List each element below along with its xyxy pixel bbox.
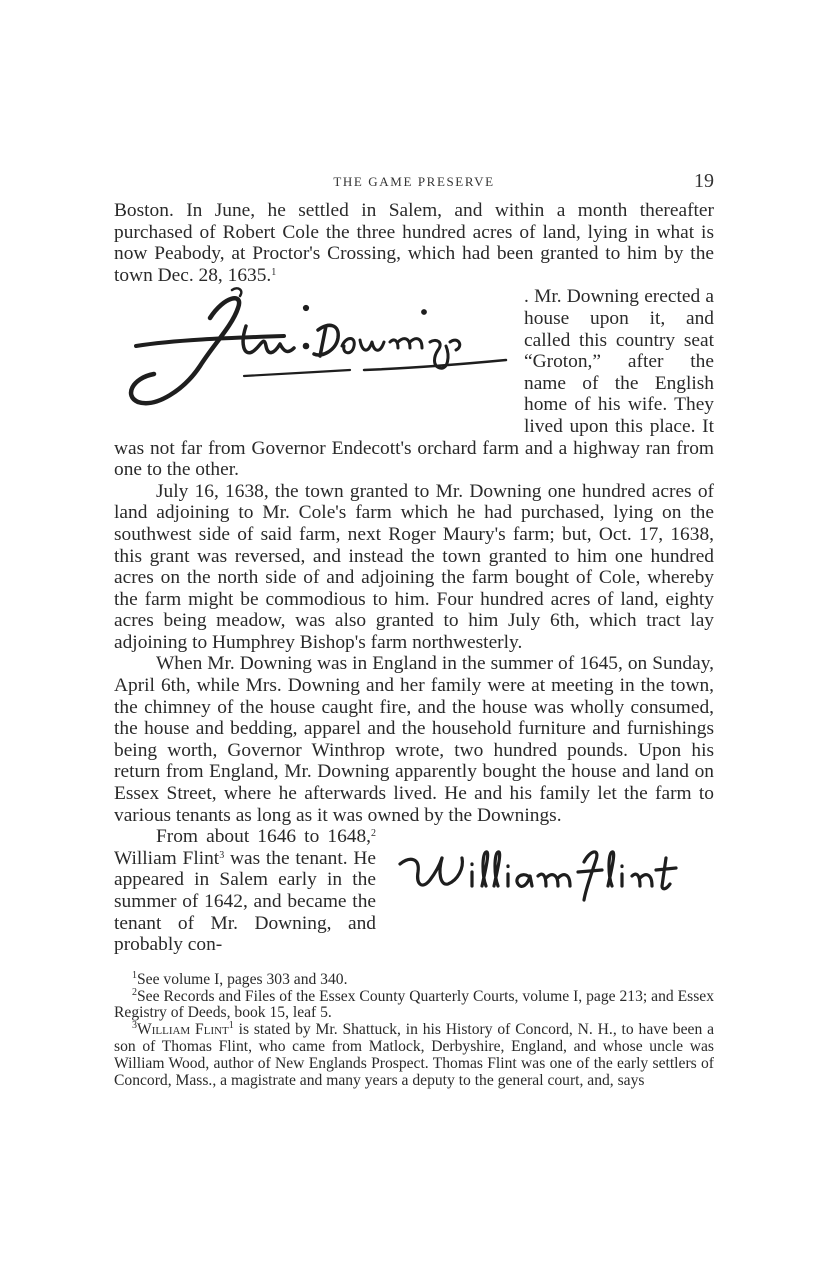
page-number: 19: [694, 170, 714, 192]
paragraph-1-text-a: Boston. In June, he settled in Salem, and within a month thereafter purchased of Robert Cole the three hundred acres of land, lying in what is now Peabody, at Proctor's Crossing, which had been granted to him by the town Dec. 28, 1635.: [114, 200, 714, 286]
footnote-ref-1: 1: [271, 266, 277, 278]
footnote-3-text: is stated by Mr. Shattuck, in his History of Concord, N. H., to have been a son of Thomas Flint, who came from Matlock, Derbyshire, England, and whose uncle was William Wood, author of New Englands Prospect. Thomas Flint was one of the early settlers of Concord, Mass., a magistrate and many years a deputy to the general court, and, says: [114, 1021, 715, 1089]
paragraph-3: When Mr. Downing was in England in the summer of 1645, on Sunday, April 6th, while Mrs. Downing and her family were at meeting in the town, the chimney of the house caught fire, and the house was wholly consumed, the house and bedding, apparel and the household furniture and furnishings being worth, Governor Winthrop wrote, two hundred pounds. Upon his return from England, Mr. Downing apparently bought the house and land on Essex Street, where he afterwards lived. He and his family let the farm to various tenants as long as it was owned by the Downings.: [114, 653, 714, 826]
downing-signature-figure: [114, 286, 512, 418]
footnote-ref-2: 2: [371, 828, 376, 840]
footnote-2-number: 2: [132, 986, 137, 998]
footnotes: [114, 969, 715, 1090]
footnote-3-name: William Flint: [137, 1021, 229, 1039]
footnote-3-ref: 1: [228, 1020, 234, 1032]
footnote-3: [114, 1022, 714, 1089]
paragraph-4-text-a: From about 1646 to 1648,: [156, 826, 371, 848]
flint-signature-icon: [386, 828, 714, 914]
paragraph-4-text-b: William Flint: [114, 847, 220, 869]
footnote-3-number: 3: [132, 1020, 137, 1032]
footnote-1-text: See volume I, pages 303 and 340.: [137, 970, 348, 988]
book-page: [114, 170, 714, 1089]
paragraph-4-text-c: was the tenant. He appeared in Salem early in the summer of 1642, and became the tenant of Mr. Downing, and probably con-: [114, 847, 376, 956]
footnote-1-number: 1: [132, 969, 137, 981]
body-text: [114, 200, 714, 956]
downing-signature-icon: [114, 286, 512, 418]
footnote-ref-3: 3: [219, 849, 225, 861]
footnote-2: [114, 986, 714, 1023]
page-header: [114, 170, 714, 196]
running-head: THE GAME PRESERVE: [333, 174, 495, 189]
footnote-2-text: See Records and Files of the Essex County Quarterly Courts, volume I, page 213; and Essex Registry of Deeds, book 15, leaf 5.: [114, 987, 714, 1022]
flint-signature-figure: [386, 828, 714, 914]
footnote-1: [114, 969, 714, 989]
paragraph-1-text-b: . Mr. Downing erected a house upon it, and called this country seat “Groton,” after the name of the English home of his wife. They lived upon this place. It was not far from Governor Endecott's orchard farm and a highway ran from one to the other.: [114, 286, 714, 481]
paragraph-1: [114, 200, 714, 286]
paragraph-2: July 16, 1638, the town granted to Mr. Downing one hundred acres of land adjoining to Mr. Cole's farm which he had purchased, lying on the southwest side of said farm, next Roger Maury's farm; but, Oct. 17, 1638, this grant was reversed, and instead the town granted to him one hundred acres on the north side of and adjoining the farm bought of Cole, whereby the farm might be commodious to him. Four hundred acres of land, eighty acres being meadow, was also granted to him July 6th, which tract lay adjoining to Humphrey Bishop's farm northwesterly.: [114, 480, 714, 653]
